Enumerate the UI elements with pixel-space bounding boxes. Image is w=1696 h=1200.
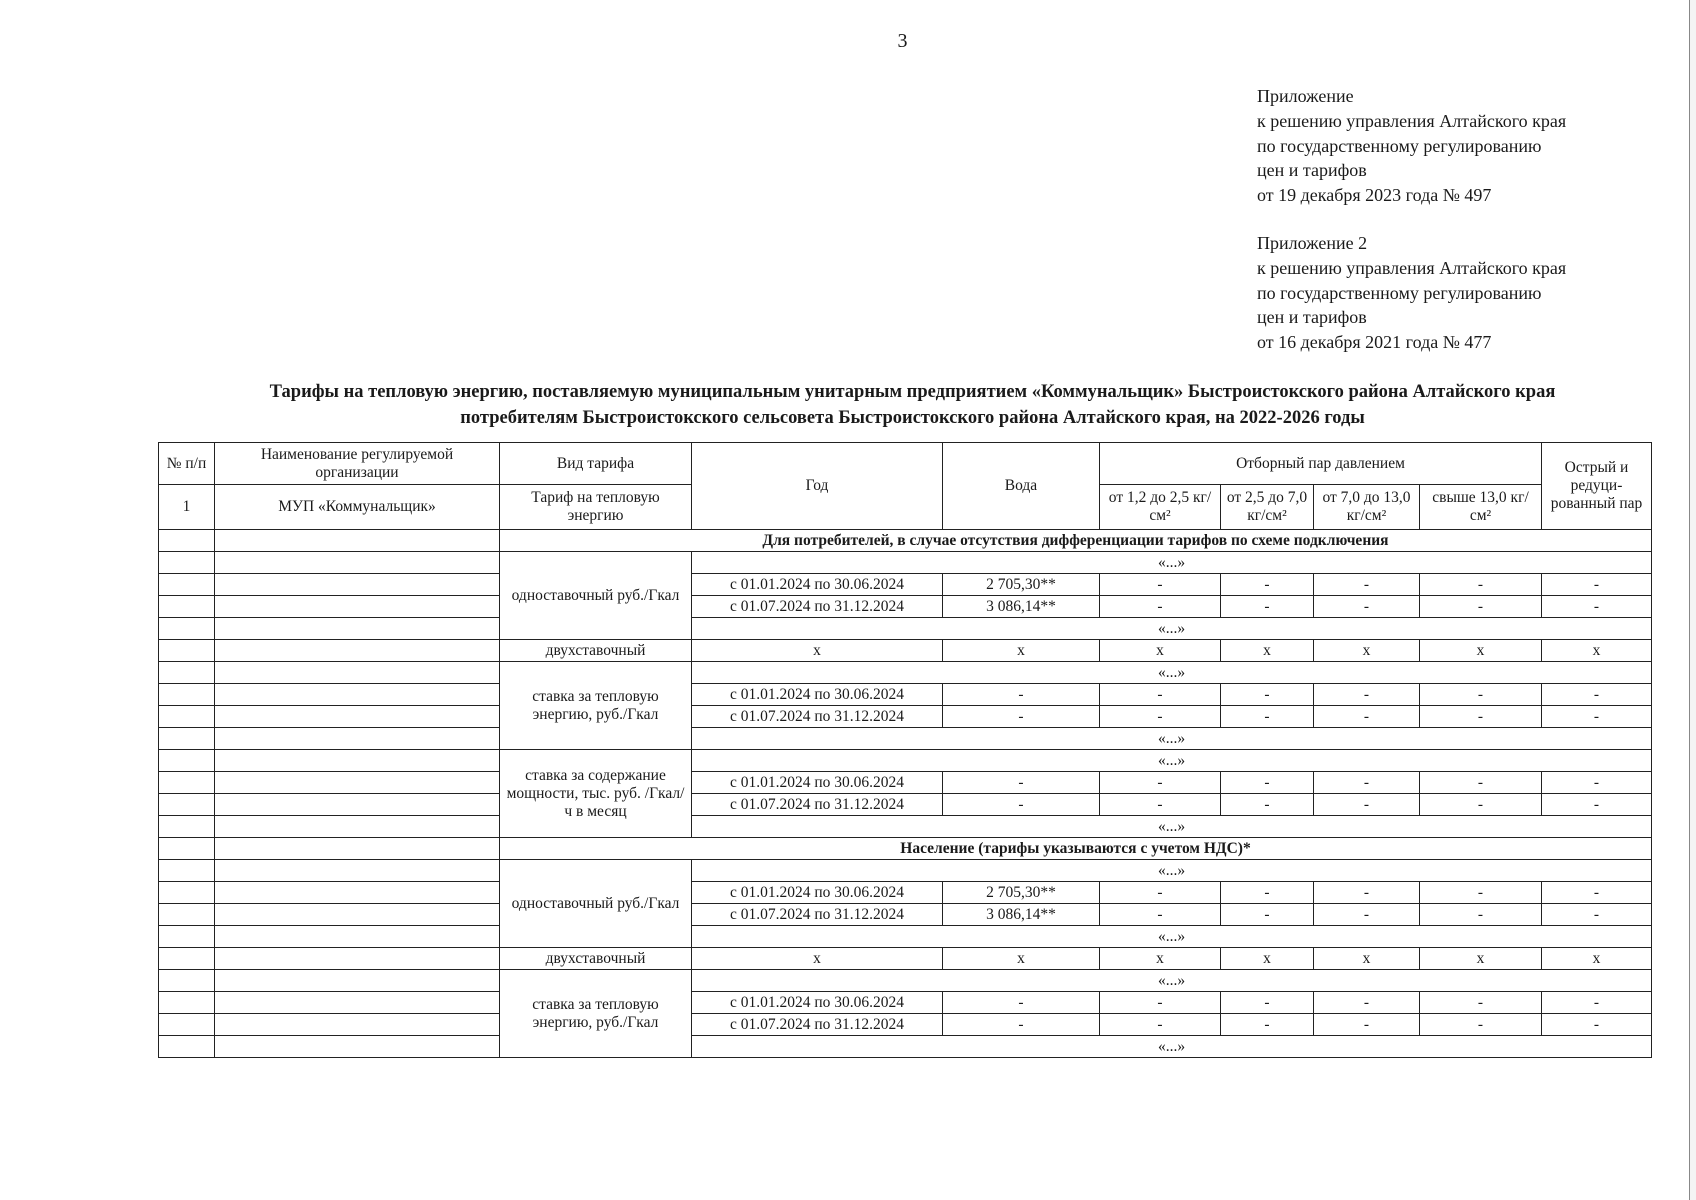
ellipsis-cell: «...» (692, 552, 1652, 574)
appendix-line: к решению управления Алтайского края (1257, 257, 1567, 278)
x-cell: х (943, 948, 1100, 970)
water-value: 3 086,14** (943, 596, 1100, 618)
dash-cell: - (943, 992, 1100, 1014)
appendix-line: от 16 декабря 2021 года № 477 (1257, 332, 1492, 353)
header-pressure-2: от 2,5 до 7,0 кг/см² (1221, 485, 1314, 530)
dash-cell: - (1100, 706, 1221, 728)
x-cell: х (1314, 948, 1420, 970)
dash-cell: - (1314, 596, 1420, 618)
ellipsis-cell: «...» (692, 662, 1652, 684)
table-row (159, 662, 1652, 684)
dash-cell: - (943, 794, 1100, 816)
dash-cell: - (943, 706, 1100, 728)
table-row (159, 1014, 1652, 1036)
header-num: № п/п (159, 443, 215, 485)
table-row (159, 992, 1652, 1014)
x-cell: х (1542, 948, 1652, 970)
period-cell: с 01.01.2024 по 30.06.2024 (692, 574, 943, 596)
dash-cell: - (1542, 882, 1652, 904)
x-cell: х (692, 948, 943, 970)
dash-cell: - (1542, 1014, 1652, 1036)
dash-cell: - (1314, 684, 1420, 706)
dash-cell: - (1542, 684, 1652, 706)
dash-cell: - (943, 772, 1100, 794)
header-row-1 (159, 443, 1652, 485)
x-cell: х (1221, 640, 1314, 662)
tariff-label-energy: ставка за тепловую энергию, руб./Гкал (500, 662, 692, 750)
period-cell: с 01.07.2024 по 31.12.2024 (692, 904, 943, 926)
dash-cell: - (1221, 684, 1314, 706)
tariff-table (158, 442, 1652, 1058)
dash-cell: - (1100, 882, 1221, 904)
ellipsis-cell: «...» (692, 1036, 1652, 1058)
section-row (159, 530, 1652, 552)
dash-cell: - (1420, 574, 1542, 596)
table-row (159, 706, 1652, 728)
title-line-1: Тарифы на тепловую энергию, поставляемую муниципальным унитарным предприятием «Коммунальщик» Быстроистокского района Алтайского края (269, 382, 1556, 402)
table-row (159, 728, 1652, 750)
header-pressure-3: от 7,0 до 13,0 кг/см² (1314, 485, 1420, 530)
period-cell: с 01.07.2024 по 31.12.2024 (692, 596, 943, 618)
tariff-label-single: одноставочный руб./Гкал (500, 860, 692, 948)
dash-cell: - (1314, 904, 1420, 926)
dash-cell: - (943, 1014, 1100, 1036)
dash-cell: - (1314, 574, 1420, 596)
dash-cell: - (1542, 794, 1652, 816)
dash-cell: - (1221, 706, 1314, 728)
table-row (159, 794, 1652, 816)
tariff-label-two-rate: двухставочный (500, 640, 692, 662)
dash-cell: - (1542, 992, 1652, 1014)
dash-cell: - (1314, 882, 1420, 904)
dash-cell: - (1221, 772, 1314, 794)
first-row-org: МУП «Коммунальщик» (215, 485, 500, 530)
table-row (159, 618, 1652, 640)
table-row (159, 596, 1652, 618)
first-row-tariff: Тариф на тепловую энергию (500, 485, 692, 530)
water-value: 3 086,14** (943, 904, 1100, 926)
dash-cell: - (1221, 882, 1314, 904)
dash-cell: - (1221, 794, 1314, 816)
dash-cell: - (1420, 772, 1542, 794)
header-steam-group: Отборный пар давлением (1100, 443, 1542, 485)
dash-cell: - (1314, 772, 1420, 794)
dash-cell: - (1100, 684, 1221, 706)
ellipsis-cell: «...» (692, 926, 1652, 948)
period-cell: с 01.07.2024 по 31.12.2024 (692, 706, 943, 728)
section-title-1: Для потребителей, в случае отсутствия дифференциации тарифов по схеме подключения (500, 530, 1652, 552)
dash-cell: - (1221, 904, 1314, 926)
header-pressure-4: свыше 13,0 кг/см² (1420, 485, 1542, 530)
x-cell: х (1100, 640, 1221, 662)
dash-cell: - (1542, 772, 1652, 794)
dash-cell: - (1314, 794, 1420, 816)
table-row (159, 860, 1652, 882)
first-row-num: 1 (159, 485, 215, 530)
appendix-line: Приложение 2 (1257, 233, 1368, 253)
table-row (159, 640, 1652, 662)
period-cell: с 01.07.2024 по 31.12.2024 (692, 1014, 943, 1036)
dash-cell: - (1420, 882, 1542, 904)
dash-cell: - (943, 684, 1100, 706)
x-cell: х (1420, 948, 1542, 970)
dash-cell: - (1314, 706, 1420, 728)
appendix-header-1 (1257, 84, 1566, 208)
dash-cell: - (1221, 1014, 1314, 1036)
ellipsis-cell: «...» (692, 970, 1652, 992)
dash-cell: - (1314, 992, 1420, 1014)
dash-cell: - (1100, 772, 1221, 794)
dash-cell: - (1100, 992, 1221, 1014)
document-title (150, 379, 1675, 431)
table-row (159, 574, 1652, 596)
tariff-label-energy: ставка за тепловую энергию, руб./Гкал (500, 970, 692, 1058)
period-cell: с 01.07.2024 по 31.12.2024 (692, 794, 943, 816)
dash-cell: - (1542, 904, 1652, 926)
dash-cell: - (1420, 706, 1542, 728)
dash-cell: - (1100, 574, 1221, 596)
water-value: 2 705,30** (943, 882, 1100, 904)
table-row (159, 684, 1652, 706)
table-row (159, 750, 1652, 772)
appendix-line: от 19 декабря 2023 года № 497 (1257, 185, 1492, 206)
ellipsis-cell: «...» (692, 816, 1652, 838)
tariff-label-single: одноставочный руб./Гкал (500, 552, 692, 640)
dash-cell: - (1420, 904, 1542, 926)
period-cell: с 01.01.2024 по 30.06.2024 (692, 882, 943, 904)
dash-cell: - (1221, 992, 1314, 1014)
table-row (159, 772, 1652, 794)
table-row (159, 926, 1652, 948)
dash-cell: - (1221, 596, 1314, 618)
header-org: Наименование регулируемой организации (215, 443, 500, 485)
x-cell: х (692, 640, 943, 662)
dash-cell: - (1100, 794, 1221, 816)
table-row (159, 816, 1652, 838)
header-water: Вода (943, 443, 1100, 530)
period-cell: с 01.01.2024 по 30.06.2024 (692, 992, 943, 1014)
appendix-line: к решению управления Алтайского края (1257, 110, 1567, 131)
dash-cell: - (1542, 706, 1652, 728)
table-row (159, 552, 1652, 574)
dash-cell: - (1100, 904, 1221, 926)
water-value: 2 705,30** (943, 574, 1100, 596)
x-cell: х (1420, 640, 1542, 662)
appendix-line: цен и тарифов (1257, 307, 1367, 328)
ellipsis-cell: «...» (692, 728, 1652, 750)
dash-cell: - (1420, 1014, 1542, 1036)
table-row (159, 882, 1652, 904)
table-row (159, 904, 1652, 926)
tariff-label-capacity: ставка за содержание мощности, тыс. руб. /Гкал/ч в месяц (500, 750, 692, 838)
ellipsis-cell: «...» (692, 750, 1652, 772)
appendix-header-2 (1257, 231, 1566, 355)
dash-cell: - (1100, 1014, 1221, 1036)
x-cell: х (1314, 640, 1420, 662)
dash-cell: - (1100, 596, 1221, 618)
table-row (159, 1036, 1652, 1058)
dash-cell: - (1420, 684, 1542, 706)
x-cell: х (943, 640, 1100, 662)
dash-cell: - (1420, 992, 1542, 1014)
period-cell: с 01.01.2024 по 30.06.2024 (692, 772, 943, 794)
table-row (159, 970, 1652, 992)
appendix-line: цен и тарифов (1257, 160, 1367, 181)
x-cell: х (1221, 948, 1314, 970)
dash-cell: - (1420, 794, 1542, 816)
header-year: Год (692, 443, 943, 530)
dash-cell: - (1314, 1014, 1420, 1036)
appendix-line: по государственному регулированию (1257, 282, 1542, 303)
ellipsis-cell: «...» (692, 860, 1652, 882)
appendix-line: Приложение (1257, 86, 1354, 106)
dash-cell: - (1542, 596, 1652, 618)
section-title-2: Население (тарифы указываются с учетом НДС)* (500, 838, 1652, 860)
header-pressure-1: от 1,2 до 2,5 кг/см² (1100, 485, 1221, 530)
appendix-line: по государственному регулированию (1257, 135, 1542, 156)
ellipsis-cell: «...» (692, 618, 1652, 640)
tariff-label-two-rate: двухставочный (500, 948, 692, 970)
x-cell: х (1542, 640, 1652, 662)
dash-cell: - (1221, 574, 1314, 596)
scan-edge (1689, 0, 1696, 1200)
title-line-2: потребителям Быстроистокского сельсовета Быстроистокского района Алтайского края, на 2022-2026 годы (460, 408, 1365, 428)
page-number: 3 (897, 30, 908, 52)
period-cell: с 01.01.2024 по 30.06.2024 (692, 684, 943, 706)
header-sharp-steam: Острый и редуци-рованный пар (1542, 443, 1652, 530)
dash-cell: - (1542, 574, 1652, 596)
dash-cell: - (1420, 596, 1542, 618)
header-tariff-type: Вид тарифа (500, 443, 692, 485)
section-row (159, 838, 1652, 860)
x-cell: х (1100, 948, 1221, 970)
table-row (159, 948, 1652, 970)
